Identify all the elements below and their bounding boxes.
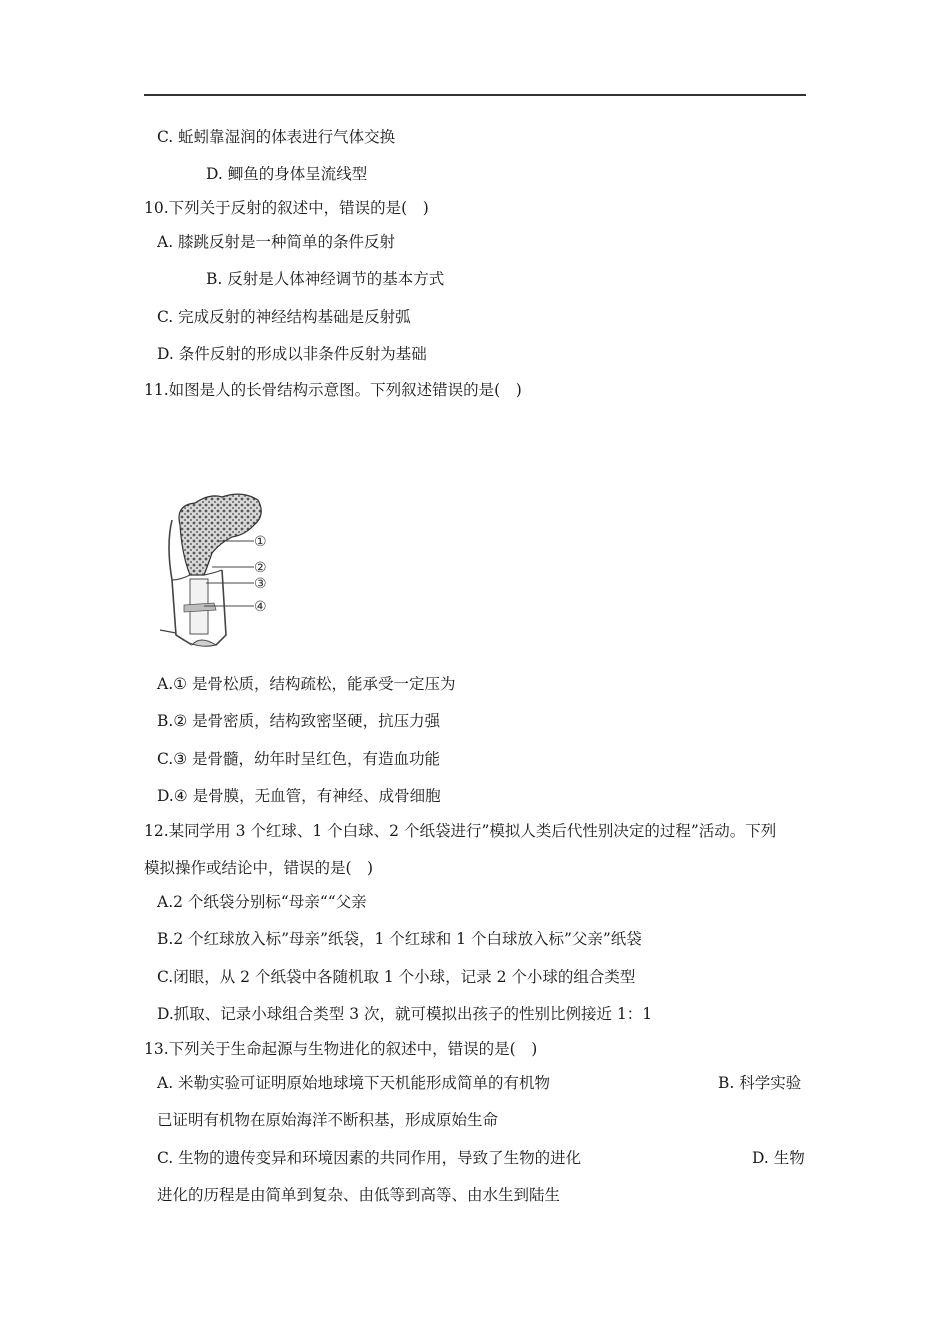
q12-option-d: D.抓取、记录小球组合类型 3 次，就可模拟出孩子的性别比例接近 1：1: [157, 1005, 653, 1023]
bone-label-4: ④: [254, 599, 267, 615]
q13-option-b-tail: 已证明有机物在原始海洋不断积基，形成原始生命: [157, 1111, 499, 1129]
q13-option-d-tail: 进化的历程是由简单到复杂、由低等到高等、由水生到陆生: [157, 1186, 561, 1204]
q11-option-a: A.① 是骨松质，结构疏松，能承受一定压为: [157, 675, 456, 693]
long-bone-diagram: [150, 485, 290, 655]
q11-stem: 11.如图是人的长骨结构示意图。下列叙述错误的是( ): [144, 381, 522, 399]
q13-option-c: C. 生物的遗传变异和环境因素的共同作用，导致了生物的进化: [157, 1149, 582, 1167]
header-rule: [144, 94, 806, 96]
q10-option-b: B. 反射是人体神经调节的基本方式: [206, 270, 445, 288]
q12-option-b: B.2 个红球放入标”母亲”纸袋，1 个红球和 1 个白球放入标”父亲”纸袋: [157, 930, 642, 948]
q13-option-a: A. 米勒实验可证明原始地球境下天机能形成简单的有机物: [157, 1074, 551, 1092]
q13-option-d-head: D. 生物: [752, 1149, 805, 1167]
bone-label-1: ①: [254, 534, 267, 550]
q10-option-c: C. 完成反射的神经结构基础是反射弧: [157, 308, 411, 326]
q11-option-b: B.② 是骨密质，结构致密坚硬，抗压力强: [157, 712, 441, 730]
q10-stem: 10.下列关于反射的叙述中，错误的是( ): [144, 199, 429, 217]
q12-option-a: A.2 个纸袋分别标“母亲““父亲: [157, 893, 367, 911]
q11-option-d: D.④ 是骨膜，无血管，有神经、成骨细胞: [157, 787, 441, 805]
q12-option-c: C.闭眼，从 2 个纸袋中各随机取 1 个小球，记录 2 个小球的组合类型: [157, 968, 636, 986]
q9-option-c: C. 蚯蚓靠湿润的体表进行气体交换: [157, 128, 396, 146]
q10-option-a: A. 膝跳反射是一种简单的条件反射: [157, 233, 396, 251]
q9-option-d: D. 鲫鱼的身体呈流线型: [206, 165, 368, 183]
q13-option-b-head: B. 科学实验: [718, 1074, 802, 1092]
bone-label-2: ②: [254, 560, 267, 576]
q10-option-d: D. 条件反射的形成以非条件反射为基础: [157, 345, 427, 363]
q12-stem-line1: 12.某同学用 3 个红球、1 个白球、2 个纸袋进行”模拟人类后代性别决定的过程”活动。下列: [144, 822, 777, 840]
q13-stem: 13.下列关于生命起源与生物进化的叙述中，错误的是( ): [144, 1040, 538, 1058]
bone-label-3: ③: [254, 576, 267, 592]
q12-stem-line2: 模拟操作或结论中，错误的是( ): [144, 859, 374, 877]
q11-option-c: C.③ 是骨髓，幼年时呈红色，有造血功能: [157, 750, 441, 768]
